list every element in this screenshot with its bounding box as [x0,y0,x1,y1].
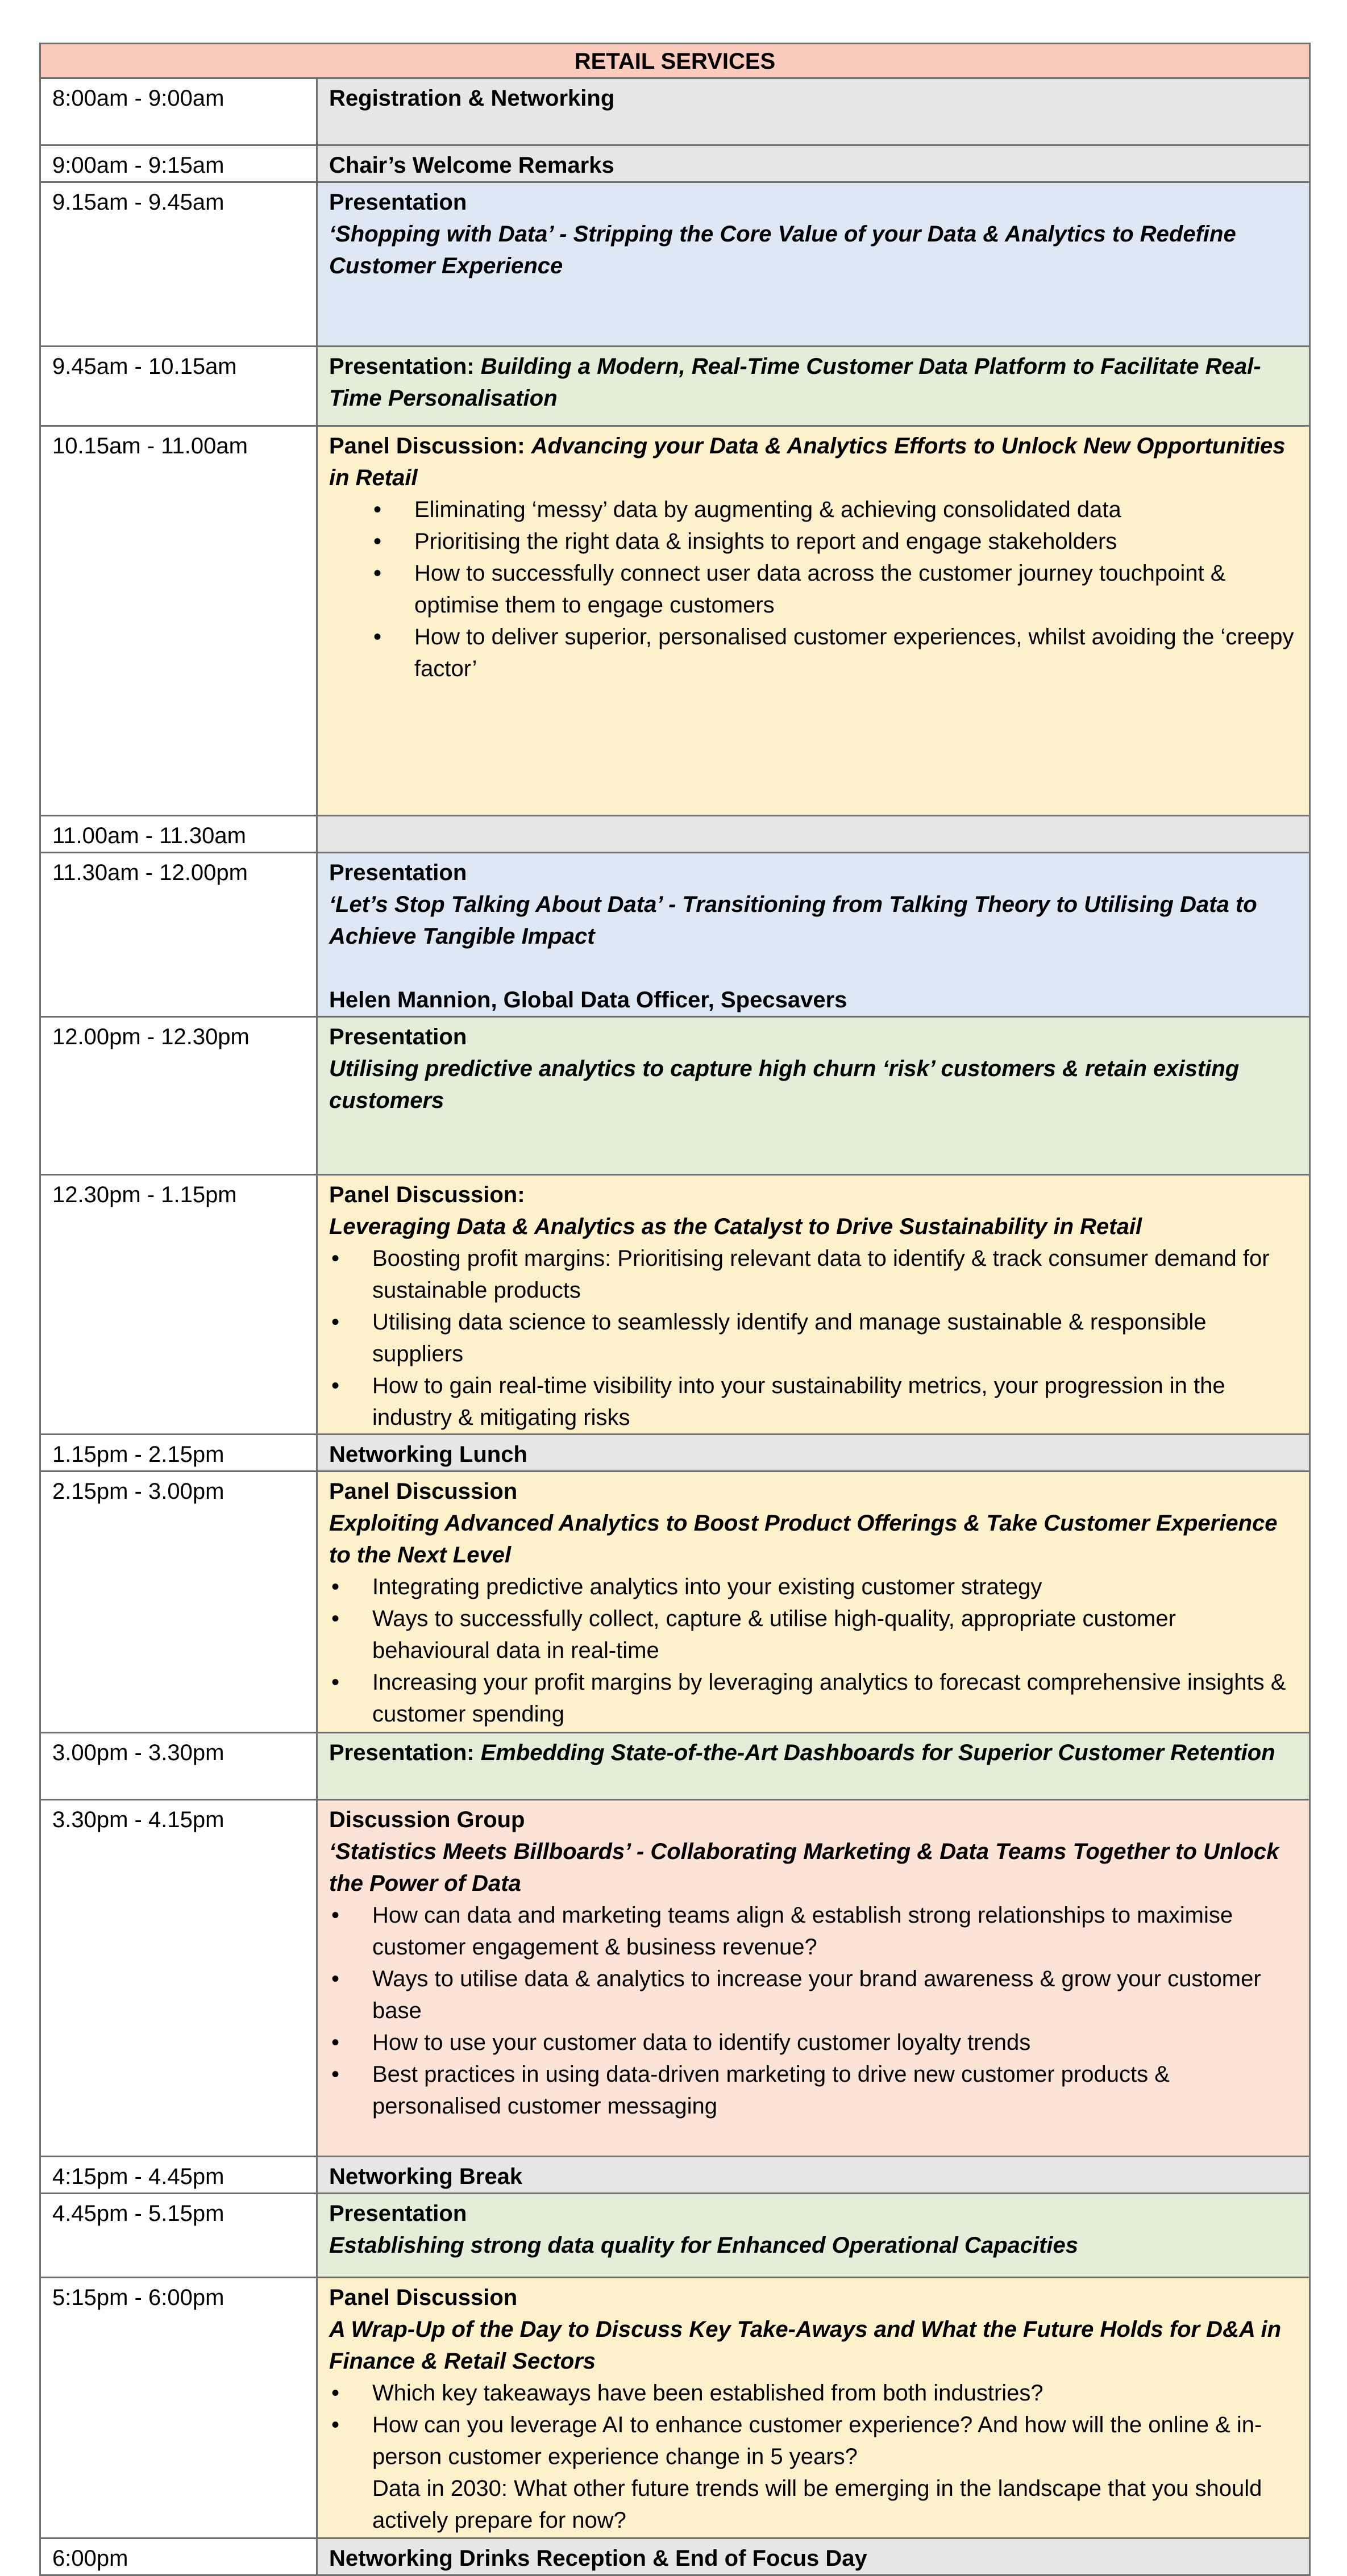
session-label: Discussion Group [329,1807,525,1832]
list-item: • How to deliver superior, personalised customer experiences, whilst avoiding the ‘creepy factor’ [414,621,1298,685]
session-cell [317,853,1310,1017]
session-cell [317,816,1310,853]
bullet-list [329,1243,1298,1433]
session-label: Panel Discussion: [329,1182,525,1207]
session-label: Presentation [329,190,467,215]
list-item: • How can data and marketing teams align & establish strong relationships to maximise customer engagement & business revenue? [372,1899,1298,1963]
session-label: Panel Discussion [329,1479,518,1504]
agenda-row-customer-data-platform [40,347,1310,426]
session-cell [317,2157,1310,2194]
agenda-row-shopping-with-data [40,182,1310,347]
session-label: Panel Discussion [329,2285,518,2310]
time-cell: 4.45pm - 5.15pm [40,2194,317,2278]
list-item: • Which key takeaways have been established from both industries? [372,2377,1298,2409]
session-cell [317,347,1310,426]
list-item: • How to successfully connect user data across the customer journey touchpoint & optimise them to engage customers [414,557,1298,621]
agenda-row-break-morning [40,816,1310,853]
list-item: • Increasing your profit margins by leveraging analytics to forecast comprehensive insights & customer spending [372,1666,1298,1730]
time-cell: 9.15am - 9.45am [40,182,317,347]
spacer [329,952,1298,984]
session-label: Presentation [329,860,467,885]
list-item: • Prioritising the right data & insights to report and engage stakeholders [414,526,1298,557]
session-subtitle: A Wrap-Up of the Day to Discuss Key Take-Aways and What the Future Holds for D&A in Finance & Retail Sectors [329,2317,1282,2374]
session-cell [317,1017,1310,1175]
session-subtitle: ‘Let’s Stop Talking About Data’ - Transitioning from Talking Theory to Utilising Data to Achieve Tangible Impact [329,892,1257,949]
session-cell [317,145,1310,182]
list-item: • Best practices in using data-driven marketing to drive new customer products & personalised customer messaging [372,2058,1298,2122]
session-title: Networking Break [329,2164,523,2189]
agenda-table [39,43,1311,2576]
list-item: • How to gain real-time visibility into your sustainability metrics, your progression in the industry & mitigating risks [372,1370,1298,1433]
agenda-row-predictive-analytics [40,1017,1310,1175]
speaker-name: Helen Mannion, Global Data Officer, Specsavers [329,987,847,1012]
time-cell: 10.15am - 11.00am [40,426,317,816]
time-cell: 6:00pm [40,2539,317,2575]
time-cell: 1.15pm - 2.15pm [40,1435,317,1472]
session-title: Chair’s Welcome Remarks [329,153,614,178]
session-subtitle: ‘Shopping with Data’ - Stripping the Core Value of your Data & Analytics to Redefine Customer Experience [329,222,1236,278]
session-title: Registration & Networking [329,86,615,111]
time-cell: 9:00am - 9:15am [40,145,317,182]
agenda-row-networking-break [40,2157,1310,2194]
session-subtitle: Building a Modern, Real-Time Customer Data Platform to Facilitate Real-Time Personalisation [329,354,1261,411]
session-subtitle: Advancing your Data & Analytics Efforts to Unlock New Opportunities in Retail [329,433,1286,490]
agenda-row-panel-wrap-up [40,2278,1310,2539]
time-cell: 12.30pm - 1.15pm [40,1175,317,1435]
time-cell: 9.45am - 10.15am [40,347,317,426]
session-cell [317,2539,1310,2575]
time-cell: 12.00pm - 12.30pm [40,1017,317,1175]
session-label: Presentation: [329,354,475,379]
table-header-row [40,44,1310,78]
list-item: • Ways to utilise data & analytics to increase your brand awareness & grow your customer base [372,1963,1298,2027]
agenda-row-dashboards [40,1733,1310,1800]
agenda-row-panel-sustainability [40,1175,1310,1435]
session-subtitle: Exploiting Advanced Analytics to Boost Product Offerings & Take Customer Experience to the Next Level [329,1511,1278,1568]
session-subtitle: Establishing strong data quality for Enhanced Operational Capacities [329,2233,1079,2258]
session-subtitle: Embedding State-of-the-Art Dashboards for Superior Customer Retention [480,1740,1275,1765]
agenda-row-drinks-reception [40,2539,1310,2575]
list-item: • How can you leverage AI to enhance customer experience? And how will the online & in-person customer experience change in 5 years? [372,2409,1298,2473]
agenda-row-lets-stop-talking [40,853,1310,1017]
session-cell [317,1472,1310,1733]
list-item: • Eliminating ‘messy’ data by augmenting & achieving consolidated data [414,494,1298,526]
list-item: • Utilising data science to seamlessly identify and manage sustainable & responsible suppliers [372,1306,1298,1370]
bullet-list [329,2377,1298,2473]
session-label: Presentation [329,1024,467,1049]
list-item: • Boosting profit margins: Prioritising relevant data to identify & track consumer demand for sustainable products [372,1243,1298,1306]
session-cell [317,1733,1310,1800]
time-cell: 11.30am - 12.00pm [40,853,317,1017]
session-cell [317,1800,1310,2157]
session-cell [317,2194,1310,2278]
time-cell: 3.30pm - 4.15pm [40,1800,317,2157]
list-item: • Ways to successfully collect, capture & utilise high-quality, appropriate customer behavioural data in real-time [372,1603,1298,1666]
bullet-list [329,494,1298,685]
session-label: Panel Discussion: [329,433,525,458]
session-cell [317,1175,1310,1435]
session-cell [317,2278,1310,2539]
time-cell: 3.00pm - 3.30pm [40,1733,317,1800]
trailing-text: Data in 2030: What other future trends will be emerging in the landscape that you should actively prepare for now? [372,2476,1262,2533]
time-cell: 4:15pm - 4.45pm [40,2157,317,2194]
session-label: Presentation: [329,1740,475,1765]
session-subtitle: Utilising predictive analytics to capture high churn ‘risk’ customers & retain existing customers [329,1056,1240,1113]
agenda-row-discussion-group [40,1800,1310,2157]
session-title: Networking Lunch [329,1442,527,1467]
agenda-row-registration [40,78,1310,145]
section-title: RETAIL SERVICES [40,44,1310,78]
agenda-row-panel-advancing [40,426,1310,816]
session-subtitle: ‘Statistics Meets Billboards’ - Collaborating Marketing & Data Teams Together to Unlock the Power of Data [329,1839,1279,1896]
time-cell: 2.15pm - 3.00pm [40,1472,317,1733]
agenda-row-data-quality [40,2194,1310,2278]
list-item: • How to use your customer data to identify customer loyalty trends [372,2027,1298,2058]
time-cell: 11.00am - 11.30am [40,816,317,853]
bullet-list [329,1899,1298,2122]
session-cell [317,1435,1310,1472]
session-subtitle: Leveraging Data & Analytics as the Catalyst to Drive Sustainability in Retail [329,1214,1142,1239]
session-cell [317,426,1310,816]
agenda-row-welcome [40,145,1310,182]
session-cell [317,78,1310,145]
time-cell: 5:15pm - 6:00pm [40,2278,317,2539]
bullet-list [329,1571,1298,1730]
session-title: Networking Drinks Reception & End of Focus Day [329,2546,867,2571]
list-item: • Integrating predictive analytics into your existing customer strategy [372,1571,1298,1603]
time-cell: 8:00am - 9:00am [40,78,317,145]
session-cell [317,182,1310,347]
agenda-row-lunch [40,1435,1310,1472]
session-label: Presentation [329,2201,467,2226]
agenda-row-panel-advanced-analytics [40,1472,1310,1733]
